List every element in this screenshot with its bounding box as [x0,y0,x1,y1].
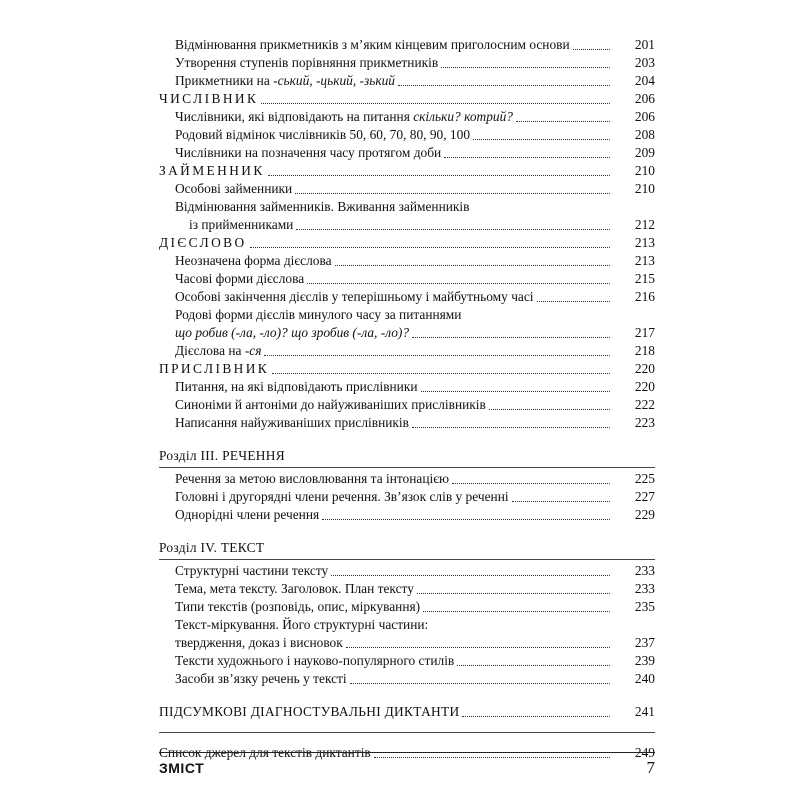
toc-entry-continuation: із прийменниками [189,217,294,232]
toc-entry-title: Утворення ступенів порівняння прикметників [175,55,439,70]
toc-entry-title: Числівники на позначення часу протягом доби [175,145,442,160]
toc-page-number: 249 [634,745,655,760]
dot-leader [417,592,610,594]
dot-leader [412,336,610,338]
toc-page-number: 213 [634,253,655,268]
toc-page-number: 206 [634,109,655,124]
toc-entry-title: Структурні частини тексту [175,563,329,578]
spacer [159,735,655,744]
table-of-contents [159,36,655,762]
toc-entry-title: Список джерел для текстів диктантів [159,745,371,760]
dot-leader [250,246,610,248]
toc-page-number: 213 [634,235,655,250]
toc-chapter-title: Розділ III. РЕЧЕННЯ [159,448,285,463]
toc-page-number: 215 [634,271,655,286]
toc-page-number: 212 [634,217,655,232]
toc-entry-title: Питання, на які відповідають прислівники [175,379,418,394]
toc-entry-title: Родові форми дієслів минулого часу за питаннями [175,307,462,322]
dot-leader [516,120,610,122]
toc-page-number: 239 [634,653,655,668]
toc-entry-title: Засоби зв’язку речень у тексті [175,671,347,686]
toc-page-number: 233 [634,581,655,596]
spacer [159,524,655,539]
toc-entry-title: Неозначена форма дієслова [175,253,332,268]
dot-leader [512,500,610,502]
dot-leader [264,354,610,356]
toc-entry-title: Синоніми й антоніми до найуживаніших прислівників [175,397,486,412]
dot-leader [272,372,610,374]
toc-entry-continuation: що робив (-ла, -ло)? що зробив (-ла, -ло)? [175,325,410,340]
chapter-rule [159,467,655,468]
dot-leader [441,66,610,68]
toc-entry-title: Прикметники на -ський, -цький, -зький [175,73,396,88]
dot-leader [322,518,610,520]
dot-leader [295,192,610,194]
dot-leader [346,646,610,648]
dot-leader [537,300,610,302]
spacer [159,721,655,730]
toc-page-number: 222 [634,397,655,412]
toc-page-number: 225 [634,471,655,486]
toc-chapter-title: Розділ IV. ТЕКСТ [159,540,265,555]
dot-leader [452,482,610,484]
dot-leader [350,682,610,684]
page-footer [159,752,655,778]
toc-entry-title: Числівники, які відповідають на питання скільки? котрий? [175,109,513,124]
toc-section-title: ПРИСЛІВНИК [159,361,270,376]
dot-leader [296,228,610,230]
dot-leader [261,102,610,104]
dot-leader [473,138,610,140]
toc-page-number: 209 [634,145,655,160]
toc-section-title: ЧИСЛІВНИК [159,91,259,106]
toc-entry-title: Речення за метою висловлювання та інтонацією [175,471,449,486]
spacer [159,688,655,703]
dot-leader [462,715,610,717]
toc-page-number: 210 [634,181,655,196]
toc-entry-continuation: твердження, доказ і висновок [175,635,343,650]
dot-leader [444,156,610,158]
toc-page-number: 223 [634,415,655,430]
toc-page-number: 220 [634,379,655,394]
spacer [159,432,655,447]
dot-leader [412,426,610,428]
toc-entry-title: Особові займенники [175,181,293,196]
toc-entry-title: Однорідні члени речення [175,507,320,522]
toc-page-number: 237 [634,635,655,650]
toc-entry-title: Тексти художнього і науково-популярного стилів [175,653,455,668]
toc-page-number: 218 [634,343,655,358]
dot-leader [423,610,610,612]
dot-leader [421,390,610,392]
toc-page-number: 241 [634,704,655,719]
dot-leader [268,174,610,176]
toc-entry-title: Головні і другорядні члени речення. Зв’язок слів у реченні [175,489,509,504]
toc-entry-title: Дієслова на -ся [175,343,262,358]
dot-leader [331,574,610,576]
page-number: 7 [646,758,655,777]
toc-page-number: 206 [634,91,655,106]
toc-section-title: ЗАЙМЕННИК [159,163,265,178]
toc-section-title: ДІЄСЛОВО [159,235,247,250]
toc-chapter-title: ПІДСУМКОВІ ДІАГНОСТУВАЛЬНІ ДИКТАНТИ [159,704,460,719]
dot-leader [398,84,610,86]
dot-leader [573,48,610,50]
toc-entry-title: Родовий відмінок числівників 50, 60, 70, 80, 90, 100 [175,127,471,142]
toc-page-number: 204 [634,73,655,88]
toc-entry-title: Тема, мета тексту. Заголовок. План тексту [175,581,414,596]
dot-leader [307,282,610,284]
section-rule [159,732,655,733]
toc-page-number: 227 [634,489,655,504]
toc-page-number: 203 [634,55,655,70]
toc-page-number: 240 [634,671,655,686]
toc-entry-title: Відмінювання займенників. Вживання займенників [175,199,470,214]
toc-page-number: 201 [634,37,655,52]
dot-leader [489,408,610,410]
toc-page-number: 235 [634,599,655,614]
toc-entry-title: Написання найуживаніших прислівників [175,415,409,430]
running-footer-label: ЗМІСТ [159,760,205,776]
toc-page-number: 233 [634,563,655,578]
toc-page-number: 210 [634,163,655,178]
toc-entry-title: Текст-міркування. Його структурні частини: [175,617,429,632]
dot-leader [335,264,610,266]
toc-entry-title: Відмінювання прикметників з м’яким кінцевим приголосним основи [175,37,570,52]
chapter-rule [159,559,655,560]
toc-page-number: 229 [634,507,655,522]
dot-leader [457,664,610,666]
toc-page-number: 220 [634,361,655,376]
toc-entry-title: Часові форми дієслова [175,271,305,286]
toc-page-number: 208 [634,127,655,142]
toc-page-number: 217 [634,325,655,340]
toc-entry-title: Особові закінчення дієслів у теперішньому і майбутньому часі [175,289,534,304]
toc-entry-title: Типи текстів (розповідь, опис, міркування) [175,599,421,614]
toc-page-number: 216 [634,289,655,304]
